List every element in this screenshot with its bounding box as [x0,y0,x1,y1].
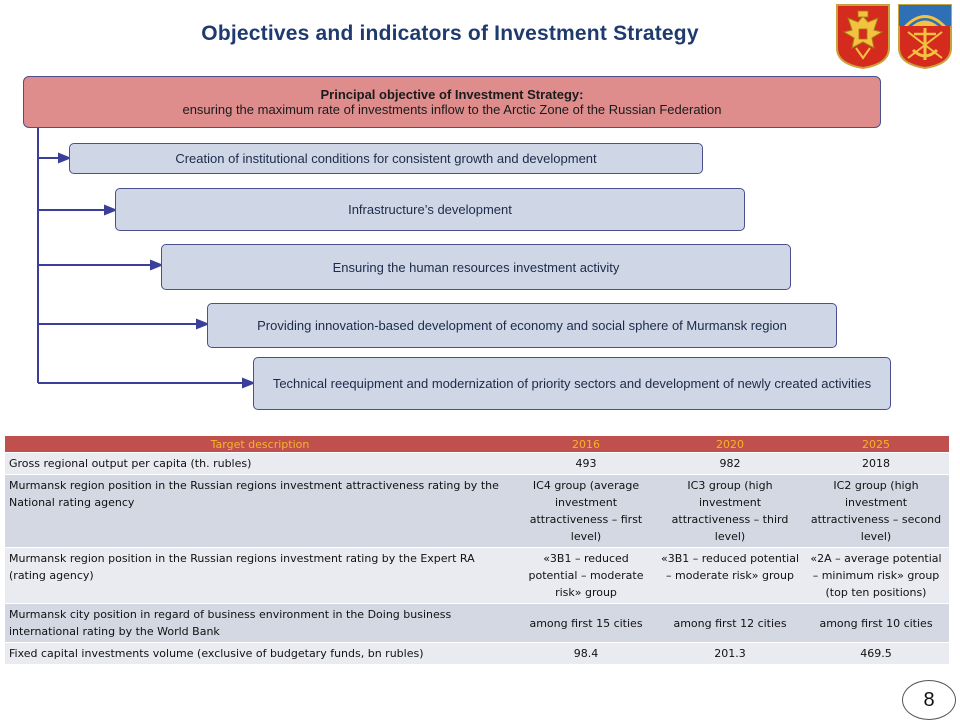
header-2016: 2016 [515,436,657,453]
row-description: Murmansk region position in the Russian regions investment rating by the Expert RA (rating agency) [5,548,515,604]
objective-institutional-conditions: Creation of institutional conditions for consistent growth and development [69,143,703,174]
row-value-2020: among first 12 cities [657,604,803,643]
header-2025: 2025 [803,436,949,453]
russian-coat-of-arms-icon [834,2,892,70]
objective-human-resources: Ensuring the human resources investment activity [161,244,791,290]
header-target-description: Target description [5,436,515,453]
page-number: 8 [902,680,956,720]
row-value-2025: 2018 [803,453,949,475]
table-row [5,548,949,604]
objective-innovation-development: Providing innovation-based development of economy and social sphere of Murmansk region [207,303,837,348]
row-description: Murmansk city position in regard of business environment in the Doing business international rating by the World Bank [5,604,515,643]
table-header-row [5,436,949,453]
principal-objective-heading: Principal objective of Investment Strategy: [320,87,584,102]
row-value-2020: «3B1 – reduced potential – moderate risk» group [657,548,803,604]
emblems [834,2,956,72]
row-value-2025: 469.5 [803,643,949,665]
targets-table [5,436,949,665]
header-2020: 2020 [657,436,803,453]
row-value-2020: 201.3 [657,643,803,665]
row-value-2020: 982 [657,453,803,475]
row-value-2020: IC3 group (high investment attractiveness – third level) [657,475,803,548]
table-row [5,453,949,475]
principal-objective-box [23,76,881,128]
row-value-2016: among first 15 cities [515,604,657,643]
table-row [5,475,949,548]
row-value-2016: 98.4 [515,643,657,665]
objective-technical-reequipment: Technical reequipment and modernization of priority sectors and development of newly created activities [253,357,891,410]
table-row [5,604,949,643]
principal-objective-text: ensuring the maximum rate of investments inflow to the Arctic Zone of the Russian Federation [182,102,722,117]
row-description: Gross regional output per capita (th. rubles) [5,453,515,475]
row-description: Fixed capital investments volume (exclusive of budgetary funds, bn rubles) [5,643,515,665]
row-value-2025: «2A – average potential – minimum risk» group (top ten positions) [803,548,949,604]
row-value-2025: IC2 group (high investment attractiveness – second level) [803,475,949,548]
row-description: Murmansk region position in the Russian regions investment attractiveness rating by the National rating agency [5,475,515,548]
murmansk-coat-of-arms-icon [896,2,954,70]
row-value-2016: «3B1 – reduced potential – moderate risk» group [515,548,657,604]
slide-title: Objectives and indicators of Investment Strategy [201,22,699,45]
row-value-2025: among first 10 cities [803,604,949,643]
row-value-2016: 493 [515,453,657,475]
table-row [5,643,949,665]
row-value-2016: IC4 group (average investment attractiveness – first level) [515,475,657,548]
objective-infrastructure: Infrastructure’s development [115,188,745,231]
